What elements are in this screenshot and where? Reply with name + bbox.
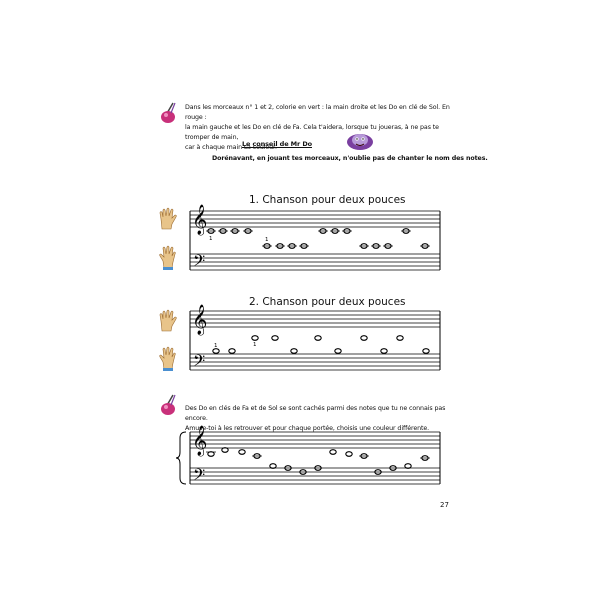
bass-clef-icon: 𝄢 bbox=[193, 352, 206, 374]
treble-clef-icon: 𝄞 bbox=[192, 305, 208, 335]
exercise-line: Amuse-toi à les retrouver et pour chaque portée, choisis une couleur différente. bbox=[185, 425, 430, 432]
finger-number: 1 bbox=[214, 343, 218, 349]
bass-clef-icon: 𝄢 bbox=[193, 252, 206, 274]
notes-system-2 bbox=[213, 336, 429, 354]
grand-staff-3 bbox=[176, 432, 440, 484]
exercise-line: Des Do en clés de Fa et de Sol se sont cachés parmi des notes que tu ne connais pas encore. bbox=[185, 405, 446, 422]
instruction-line: la main gauche et les Do en clé de Fa. Cela t'aidera, lorsque tu joueras, à ne pas te tromper de main, bbox=[185, 124, 439, 141]
song-title-1: 1. Chanson pour deux pouces bbox=[249, 194, 406, 206]
finger-number: 1 bbox=[265, 237, 269, 243]
conseil-text: Dorénavant, en jouant tes morceaux, n'oublie pas de chanter le nom des notes. bbox=[212, 155, 488, 162]
song-title-2: 2. Chanson pour deux pouces bbox=[249, 296, 406, 308]
notes-system-1 bbox=[208, 229, 428, 249]
finger-number: 1 bbox=[253, 342, 257, 348]
notes-system-3 bbox=[208, 448, 428, 475]
conseil-title: Le conseil de Mr Do bbox=[242, 140, 312, 148]
grand-staff-2 bbox=[190, 311, 440, 370]
grand-staff-1 bbox=[190, 211, 440, 270]
treble-clef-icon: 𝄞 bbox=[192, 205, 208, 235]
bass-clef-icon: 𝄢 bbox=[193, 466, 206, 488]
instruction-line: Dans les morceaux n° 1 et 2, colorie en vert : la main droite et les Do en clé de Sol. En rouge : bbox=[185, 104, 450, 121]
instruction-line: car à chaque main sa couleur. bbox=[185, 144, 277, 151]
treble-clef-icon: 𝄞 bbox=[192, 426, 208, 456]
page-number: 27 bbox=[440, 501, 449, 509]
finger-number: 1 bbox=[209, 236, 213, 242]
